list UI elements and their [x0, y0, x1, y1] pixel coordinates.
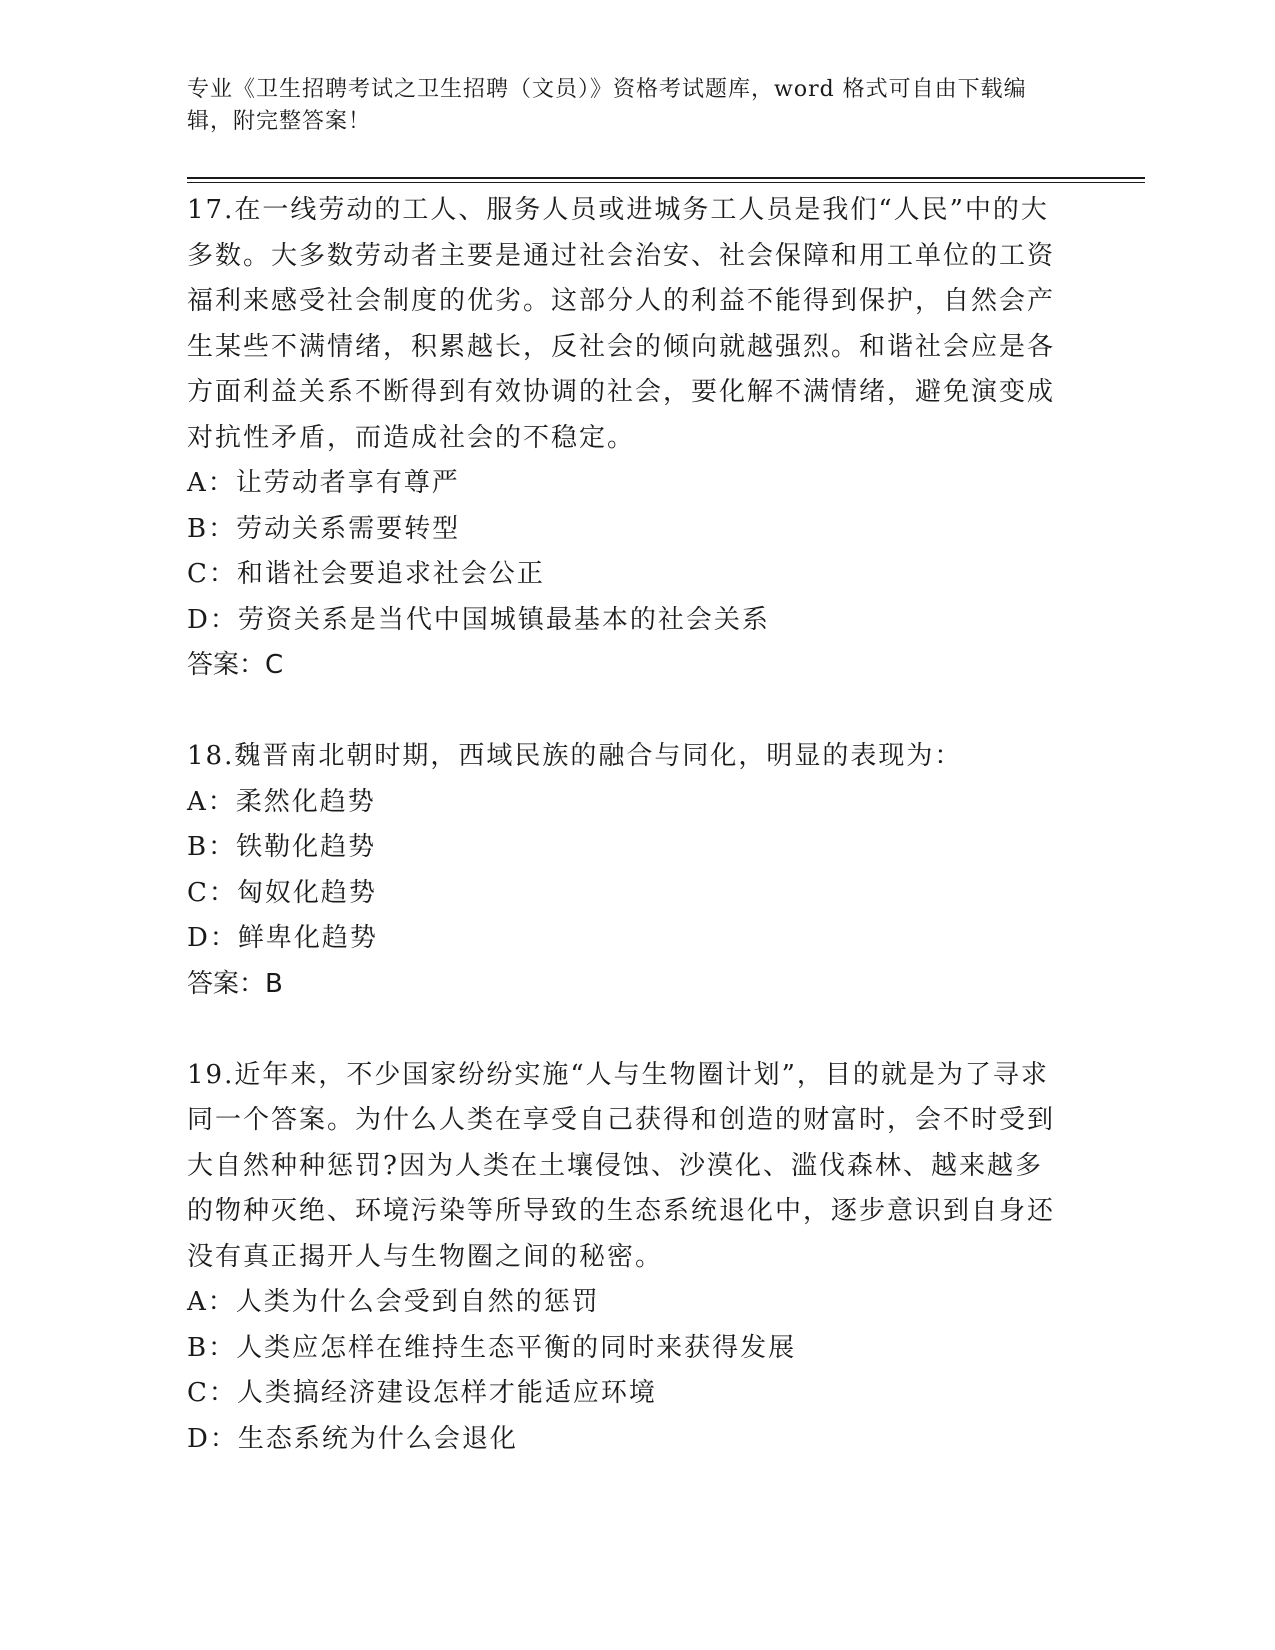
option-d: D：劳资关系是当代中国城镇最基本的社会关系 [187, 604, 770, 635]
question-18 [187, 734, 1067, 1007]
answer-line: 答案：B [187, 968, 283, 999]
option-a: A：人类为什么会受到自然的惩罚 [187, 1287, 600, 1317]
header-divider-thick [187, 177, 1145, 179]
option-a: A：让劳动者享有尊严 [187, 468, 460, 498]
question-19 [187, 1053, 1067, 1463]
option-d: D：生态系统为什么会退化 [187, 1423, 518, 1454]
option-b: B：劳动关系需要转型 [187, 513, 461, 544]
spacer [187, 689, 1067, 735]
option-b: B：人类应怎样在维持生态平衡的同时来获得发展 [187, 1332, 797, 1363]
question-stem: 18.魏晋南北朝时期，西域民族的融合与同化，明显的表现为： [187, 741, 963, 771]
spacer [187, 1007, 1067, 1053]
answer-line: 答案：C [187, 650, 284, 680]
option-b: B：铁勒化趋势 [187, 832, 377, 862]
page-header: 专业《卫生招聘考试之卫生招聘（文员）》资格考试题库，word 格式可自由下载编辑，附完整答案！ [187, 77, 1027, 134]
option-c: C：人类搞经济建设怎样才能适应环境 [187, 1378, 657, 1408]
header-divider-thin [187, 182, 1145, 183]
option-d: D：鲜卑化趋势 [187, 923, 378, 953]
question-list [187, 188, 1067, 1462]
question-17 [187, 188, 1067, 689]
question-stem: 19.近年来，不少国家纷纷实施“人与生物圈计划”，目的就是为了寻求同一个答案。为什么人类在享受自己获得和创造的财富时，会不时受到大自然种种惩罚?因为人类在土壤侵蚀、沙漠化、滥伐森林、越来越多的物种灭绝、环境污染等所导致的生态系统退化中，逐步意识到自身还没有真正揭开人与生物圈之间的秘密。 [187, 1059, 1056, 1272]
question-stem: 17.在一线劳动的工人、服务人员或进城务工人员是我们“人民”中的大多数。大多数劳动者主要是通过社会治安、社会保障和用工单位的工资福利来感受社会制度的优劣。这部分人的利益不能得到保护，自然会产生某些不满情绪，积累越长，反社会的倾向就越强烈。和谐社会应是各方面利益关系不断得到有效协调的社会，要化解不满情绪，避免演变成对抗性矛盾，而造成社会的不稳定。 [187, 195, 1056, 453]
option-c: C：和谐社会要追求社会公正 [187, 559, 545, 589]
option-c: C：匈奴化趋势 [187, 877, 377, 908]
option-a: A：柔然化趋势 [187, 786, 376, 817]
